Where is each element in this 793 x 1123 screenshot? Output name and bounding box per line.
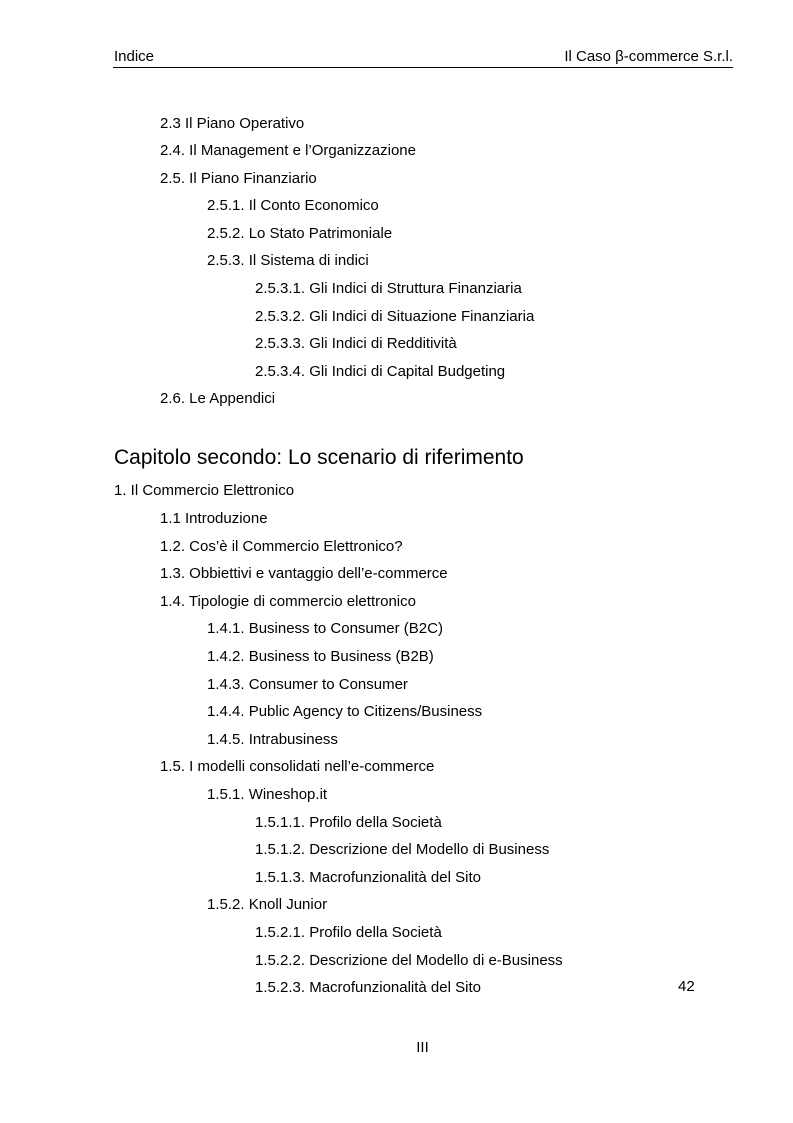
toc-entry: 1.2. Cos’è il Commercio Elettronico? <box>160 538 403 555</box>
toc-entry: 1.5.1.3. Macrofunzionalità del Sito <box>255 869 481 886</box>
toc-entry: 2.6. Le Appendici <box>160 390 276 407</box>
toc-entry: 2.5.3.2. Gli Indici di Situazione Finanziaria <box>255 308 535 325</box>
toc-entry: 2.5.3.3. Gli Indici di Redditività <box>255 335 457 352</box>
toc-entry: 2.4. Il Management e l’Organizzazione <box>160 142 416 159</box>
toc-entry: 1.5.1.2. Descrizione del Modello di Business <box>255 841 550 858</box>
toc-entry: 2.5.2. Lo Stato Patrimoniale <box>207 225 393 242</box>
toc-entry: 1.4.2. Business to Business (B2B) <box>207 648 434 665</box>
toc-entry: 2.5.1. Il Conto Economico <box>207 197 379 214</box>
toc-entry: 1.1 Introduzione <box>160 510 268 527</box>
toc-entry: 1.3. Obbiettivi e vantaggio dell’e-commerce <box>160 565 448 582</box>
toc-entry: 2.5. Il Piano Finanziario <box>160 170 317 187</box>
toc-entry: 1.4.1. Business to Consumer (B2C) <box>207 620 443 637</box>
header-document-title: Il Caso β-commerce S.r.l. <box>564 48 733 65</box>
toc-entry: 2.3 Il Piano Operativo <box>160 115 305 132</box>
toc-entry: 1.5.2.3. Macrofunzionalità del Sito <box>255 979 481 996</box>
toc-entry: 1.5.2. Knoll Junior <box>207 896 328 913</box>
page-number: III <box>416 1039 429 1056</box>
running-header <box>113 47 733 68</box>
chapter-title: Capitolo secondo: Lo scenario di riferimento <box>114 446 524 469</box>
toc-entry: 1.4.4. Public Agency to Citizens/Business <box>207 703 483 720</box>
toc-page-reference: 42 <box>678 978 695 995</box>
toc-entry: 1.5. I modelli consolidati nell’e-commerce <box>160 758 435 775</box>
toc-entry: 1.5.1.1. Profilo della Società <box>255 814 442 831</box>
toc-entry: 1.4. Tipologie di commercio elettronico <box>160 593 416 610</box>
header-section-label: Indice <box>114 48 155 65</box>
toc-entry: 1.5.1. Wineshop.it <box>207 786 328 803</box>
toc-entry: 1.4.3. Consumer to Consumer <box>207 676 408 693</box>
toc-entry: 1. Il Commercio Elettronico <box>114 482 295 499</box>
toc-entry: 2.5.3.1. Gli Indici di Struttura Finanziaria <box>255 280 522 297</box>
toc-entry: 2.5.3. Il Sistema di indici <box>207 252 369 269</box>
toc-entry: 1.4.5. Intrabusiness <box>207 731 338 748</box>
toc-entry: 1.5.2.1. Profilo della Società <box>255 924 442 941</box>
toc-entry: 2.5.3.4. Gli Indici di Capital Budgeting <box>255 363 506 380</box>
toc-entry: 1.5.2.2. Descrizione del Modello di e-Business <box>255 952 563 969</box>
